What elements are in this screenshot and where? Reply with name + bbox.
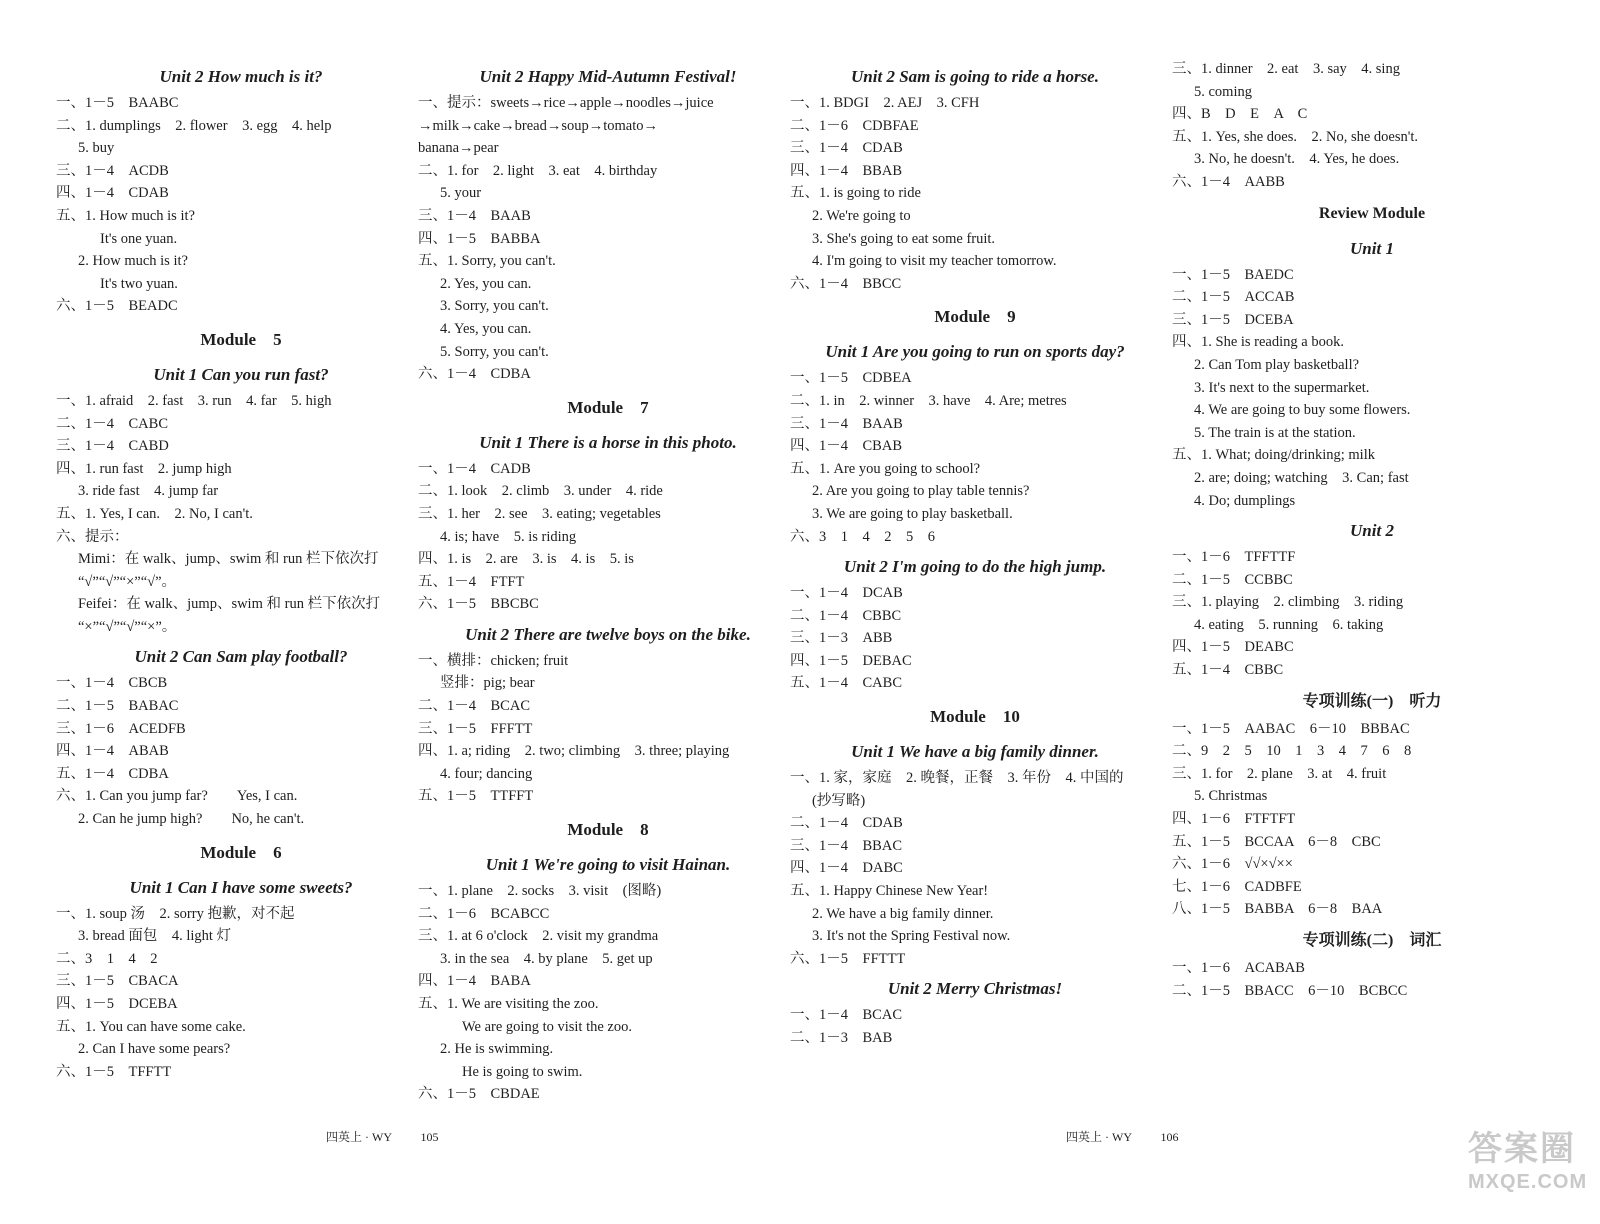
answer-line: 4. I'm going to visit my teacher tomorrow. (812, 253, 1057, 270)
answer-line: 五、1. How much is it? (56, 207, 195, 224)
footer-right (1066, 1128, 1179, 1145)
answer-line: 3. She's going to eat some fruit. (812, 230, 996, 247)
unit-heading: Unit 2 Merry Christmas! (887, 979, 1063, 999)
answer-line: 一、1－6 ACABAB (1172, 960, 1305, 976)
answer-line: 一、1－4 CADB (418, 460, 531, 477)
module-heading: Module 6 (200, 842, 282, 862)
answer-line: 二、1－5 CCBBC (1172, 571, 1293, 588)
answer-line: 二、1－6 CDBFAE (790, 117, 919, 134)
answer-line: 五、1. We are visiting the zoo. (418, 996, 599, 1012)
unit-heading: Unit 2 Sam is going to ride a horse. (851, 67, 1099, 86)
footer-left (326, 1128, 439, 1145)
answer-line: 3. Sorry, you can't. (440, 298, 549, 315)
answer-line: 六、1－5 BEADC (56, 298, 178, 315)
answer-line: 四、1－4 BBAB (790, 162, 902, 179)
answer-line: 二、1－5 BBACC 6－10 BCBCC (1172, 982, 1408, 999)
answer-line: 四、B D E A C (1172, 106, 1308, 123)
answer-line: 2. How much is it? (78, 253, 188, 270)
answer-line: 5. coming (1194, 83, 1252, 100)
answer-line: 3. It's next to the supermarket. (1194, 379, 1370, 396)
answer-line: 四、1－5 BABBA (418, 230, 541, 247)
answer-line: 2. He is swimming. (440, 1041, 554, 1058)
answer-line: 三、1－5 FFFTT (418, 720, 533, 737)
answer-line: 五、1－5 TTFFT (418, 788, 534, 805)
answer-line: 二、1. look 2. climb 3. under 4. ride (418, 483, 663, 500)
answer-line: (抄写略) (812, 792, 866, 809)
answer-line: 四、1. She is reading a book. (1172, 334, 1344, 351)
watermark-logo (1468, 1128, 1588, 1210)
answer-line: 一、1－5 AABAC 6－10 BBBAC (1172, 720, 1410, 737)
answer-line: 三、1－4 CABD (56, 438, 169, 455)
answer-line: 四、1－4 BABA (418, 973, 531, 990)
answer-line: 四、1－4 CDAB (56, 185, 169, 202)
answer-line: 五、1－4 FTFT (418, 573, 525, 590)
unit-heading: Unit 2 Happy Mid-Autumn Festival! (479, 67, 737, 86)
answer-line: It's one yuan. (100, 230, 178, 247)
answer-line: 4. We are going to buy some flowers. (1194, 402, 1411, 419)
answer-line: 3. We are going to play basketball. (812, 505, 1013, 522)
unit-heading: Unit 2 There are twelve boys on the bike. (465, 624, 751, 644)
answer-line: 3. in the sea 4. by plane 5. get up (440, 950, 653, 967)
answer-line: 三、1－4 ACDB (56, 162, 169, 179)
unit-heading: Unit 2 (1350, 521, 1394, 541)
answer-line: 一、1－6 TFFTTF (1172, 549, 1296, 566)
unit-heading: Unit 1 Can you run fast? (153, 364, 329, 384)
answer-line: 五、1. You can have some cake. (56, 1018, 246, 1035)
answer-line: 四、1. is 2. are 3. is 4. is 5. is (418, 551, 634, 568)
watermark-text: 答案圈 (1468, 1130, 1576, 1168)
answer-line: 2. Can Tom play basketball? (1194, 356, 1360, 373)
answer-line: 六、提示： (56, 528, 129, 545)
answer-line: banana→pear (418, 140, 499, 157)
answer-line: Mimi：在 walk、jump、swim 和 run 栏下依次打 (78, 551, 379, 568)
answer-column-3 (790, 58, 1160, 1050)
unit-heading: Unit 2 Can Sam play football? (134, 647, 348, 667)
module-heading: Module 5 (200, 329, 282, 349)
answer-line: 二、1－6 BCABCC (418, 905, 550, 922)
answer-line: 3. It's not the Spring Festival now. (812, 928, 1011, 945)
answer-line: 一、1－4 CBCB (56, 675, 168, 692)
module-heading: Module 9 (934, 307, 1016, 327)
answer-line: 四、1－5 DEBAC (790, 652, 912, 669)
answer-line: 4. four; dancing (440, 765, 533, 782)
answer-line: 一、1. soup 汤 2. sorry 抱歉，对不起 (56, 905, 295, 922)
answer-line: 一、1. BDGI 2. AEJ 3. CFH (790, 95, 980, 111)
answer-line: 2. are; doing; watching 3. Can; fast (1194, 469, 1409, 486)
answer-line: He is going to swim. (462, 1063, 583, 1080)
answer-line: 四、1. run fast 2. jump high (56, 460, 232, 477)
section-heading: 专项训练(二) 词汇 (1302, 932, 1442, 949)
module-heading: Module 7 (567, 397, 649, 417)
answer-line: 2. We have a big family dinner. (812, 905, 994, 922)
section-heading: 专项训练(一) 听力 (1302, 692, 1442, 710)
answer-line: 五、1. Sorry, you can't. (418, 253, 556, 270)
footer-left-page: 105 (420, 1130, 439, 1144)
answer-line: 4. Do; dumplings (1194, 492, 1296, 509)
answer-column-4 (1172, 58, 1572, 1002)
answer-line: 一、1－4 DCAB (790, 585, 903, 602)
answer-line: 4. eating 5. running 6. taking (1194, 616, 1384, 633)
answer-line: 二、1－5 ACCAB (1172, 289, 1295, 306)
answer-column-2 (418, 58, 798, 1106)
answer-line: 一、1. 家，家庭 2. 晚餐，正餐 3. 年份 4. 中国的 (790, 770, 1124, 787)
answer-line: 三、1－5 DCEBA (1172, 311, 1294, 328)
answer-line: “×”“√”“√”“×”。 (78, 618, 177, 635)
answer-line: 3. No, he doesn't. 4. Yes, he does. (1194, 151, 1400, 168)
answer-line: 一、1. plane 2. socks 3. visit (图略) (418, 883, 662, 900)
unit-heading: Unit 1 Can I have some sweets? (129, 877, 353, 897)
answer-line: 六、1－4 AABB (1172, 173, 1285, 190)
answer-line: 5. Sorry, you can't. (440, 343, 549, 360)
answer-line: 五、1. Are you going to school? (790, 460, 981, 477)
footer-right-page: 106 (1160, 1130, 1179, 1144)
answer-line: 5. Christmas (1194, 788, 1268, 805)
answer-line: 五、1. Happy Chinese New Year! (790, 883, 989, 900)
answer-line: 三、1. playing 2. climbing 3. riding (1172, 594, 1404, 611)
answer-line: 五、1－4 CABC (790, 675, 902, 692)
answer-line: 六、1－5 TFFTT (56, 1063, 172, 1080)
answer-line: 三、1－3 ABB (790, 630, 893, 647)
answer-line: “√”“√”“×”“√”。 (78, 573, 177, 590)
answer-line: 六、1－5 FFTTT (790, 950, 906, 967)
answer-line: 2. Can he jump high? No, he can't. (78, 811, 305, 828)
answer-line: 五、1－4 CDBA (56, 765, 169, 782)
answer-line: 一、提示：sweets→rice→apple→noodles→juice (418, 95, 714, 111)
answer-line: 六、3 1 4 2 5 6 (790, 528, 935, 545)
answer-line: 三、1－4 BBAC (790, 837, 902, 854)
answer-line: 4. Yes, you can. (440, 320, 532, 337)
answer-line: 五、1－5 BCCAA 6－8 CBC (1172, 833, 1381, 850)
answer-line: 四、1. a; riding 2. two; climbing 3. three; playing (418, 743, 730, 760)
answer-line: 二、3 1 4 2 (56, 950, 158, 967)
answer-line: 2. We're going to (812, 207, 911, 224)
answer-line: Feifei：在 walk、jump、swim 和 run 栏下依次打 (78, 596, 381, 613)
answer-line: 一、横排：chicken; fruit (418, 652, 569, 669)
answer-line: 三、1. dinner 2. eat 3. say 4. sing (1172, 61, 1400, 77)
footer-left-label: 四英上 · WY (326, 1130, 392, 1144)
answer-line: 六、1－4 CDBA (418, 366, 531, 383)
answer-line: 八、1－5 BABBA 6－8 BAA (1172, 901, 1383, 918)
answer-line: 五、1. What; doing/drinking; milk (1172, 447, 1375, 464)
answer-line: →milk→cake→bread→soup→tomato→ (418, 117, 659, 134)
unit-heading: Unit 1 We have a big family dinner. (851, 742, 1099, 762)
answer-line: 3. ride fast 4. jump far (78, 483, 219, 500)
answer-line: 一、1－5 BAABC (56, 95, 179, 111)
answer-line: 三、1. at 6 o'clock 2. visit my grandma (418, 928, 659, 945)
answer-line: 4. is; have 5. is riding (440, 528, 577, 545)
answer-line: 五、1－4 CBBC (1172, 662, 1284, 679)
answer-line: 五、1. is going to ride (790, 185, 921, 202)
answer-line: 一、1. afraid 2. fast 3. run 4. far 5. high (56, 392, 332, 409)
module-heading: Module 8 (567, 820, 649, 840)
answer-line: 六、1－5 BBCBC (418, 596, 539, 613)
answer-line: 三、1. her 2. see 3. eating; vegetables (418, 505, 661, 522)
answer-line: 2. Are you going to play table tennis? (812, 483, 1030, 500)
footer-right-label: 四英上 · WY (1066, 1130, 1132, 1144)
answer-line: 五、1. Yes, I can. 2. No, I can't. (56, 505, 253, 522)
unit-heading: Unit 2 I'm going to do the high jump. (843, 557, 1107, 577)
answer-line: 一、1－5 BAEDC (1172, 266, 1294, 283)
answer-line: 2. Yes, you can. (440, 275, 532, 292)
answer-line: 三、1－5 CBACA (56, 973, 179, 990)
answer-line: 六、1. Can you jump far? Yes, I can. (56, 788, 298, 805)
answer-line: 六、1－4 BBCC (790, 275, 902, 292)
unit-heading: Unit 1 We're going to visit Hainan. (485, 855, 731, 875)
answer-line: We are going to visit the zoo. (462, 1018, 632, 1035)
answer-line: It's two yuan. (100, 275, 178, 292)
answer-line: 四、1－5 DEABC (1172, 639, 1294, 656)
answer-line: 5. your (440, 185, 482, 202)
unit-heading: Unit 1 There is a horse in this photo. (479, 432, 737, 452)
answer-line: 5. buy (78, 140, 115, 157)
answer-line: 二、1. in 2. winner 3. have 4. Are; metres (790, 392, 1067, 409)
answer-line: 六、1－6 √√×√×× (1172, 856, 1293, 873)
answer-line: 三、1. for 2. plane 3. at 4. fruit (1172, 765, 1387, 782)
answer-column-1 (56, 58, 426, 1083)
answer-line: 二、1－4 CABC (56, 415, 168, 432)
answer-line: 六、1－5 CBDAE (418, 1086, 540, 1103)
answer-line: 二、1－3 BAB (790, 1030, 893, 1046)
answer-line: 四、1－5 DCEBA (56, 996, 178, 1012)
answer-line: 一、1－4 BCAC (790, 1007, 902, 1024)
module-heading: Module 10 (930, 707, 1020, 727)
answer-line: 四、1－4 ABAB (56, 743, 169, 760)
unit-heading: Unit 2 How much is it? (159, 67, 323, 86)
answer-line: 2. Can I have some pears? (78, 1041, 231, 1058)
answer-line: 三、1－4 BAAB (418, 207, 531, 224)
answer-line: 四、1－4 CBAB (790, 438, 902, 455)
answer-line: 二、1－4 CDAB (790, 815, 903, 832)
answer-line: 一、1－5 CDBEA (790, 370, 912, 387)
answer-line: 二、1. for 2. light 3. eat 4. birthday (418, 162, 658, 179)
answer-line: 七、1－6 CADBFE (1172, 878, 1302, 895)
answer-line: 竖排：pig; bear (440, 675, 535, 692)
section-heading: Review Module (1318, 204, 1426, 222)
watermark-url: MXQE.COM (1468, 1171, 1588, 1193)
answer-line: 二、1. dumplings 2. flower 3. egg 4. help (56, 117, 332, 134)
answer-line: 三、1－6 ACEDFB (56, 720, 186, 737)
answer-line: 五、1. Yes, she does. 2. No, she doesn't. (1172, 128, 1419, 145)
answer-line: 二、9 2 5 10 1 3 4 7 6 8 (1172, 743, 1412, 760)
answer-line: 二、1－4 BCAC (418, 698, 530, 715)
answer-line: 四、1－6 FTFTFT (1172, 811, 1296, 828)
answer-line: 三、1－4 BAAB (790, 415, 903, 432)
answer-line: 三、1－4 CDAB (790, 140, 903, 157)
answer-line: 二、1－5 BABAC (56, 698, 179, 715)
answer-line: 3. bread 面包 4. light 灯 (78, 928, 232, 945)
unit-heading: Unit 1 Are you going to run on sports day? (825, 342, 1125, 362)
answer-line: 5. The train is at the station. (1194, 424, 1356, 441)
unit-heading: Unit 1 (1350, 238, 1394, 258)
answer-line: 二、1－4 CBBC (790, 607, 902, 624)
answer-line: 四、1－4 DABC (790, 860, 903, 877)
